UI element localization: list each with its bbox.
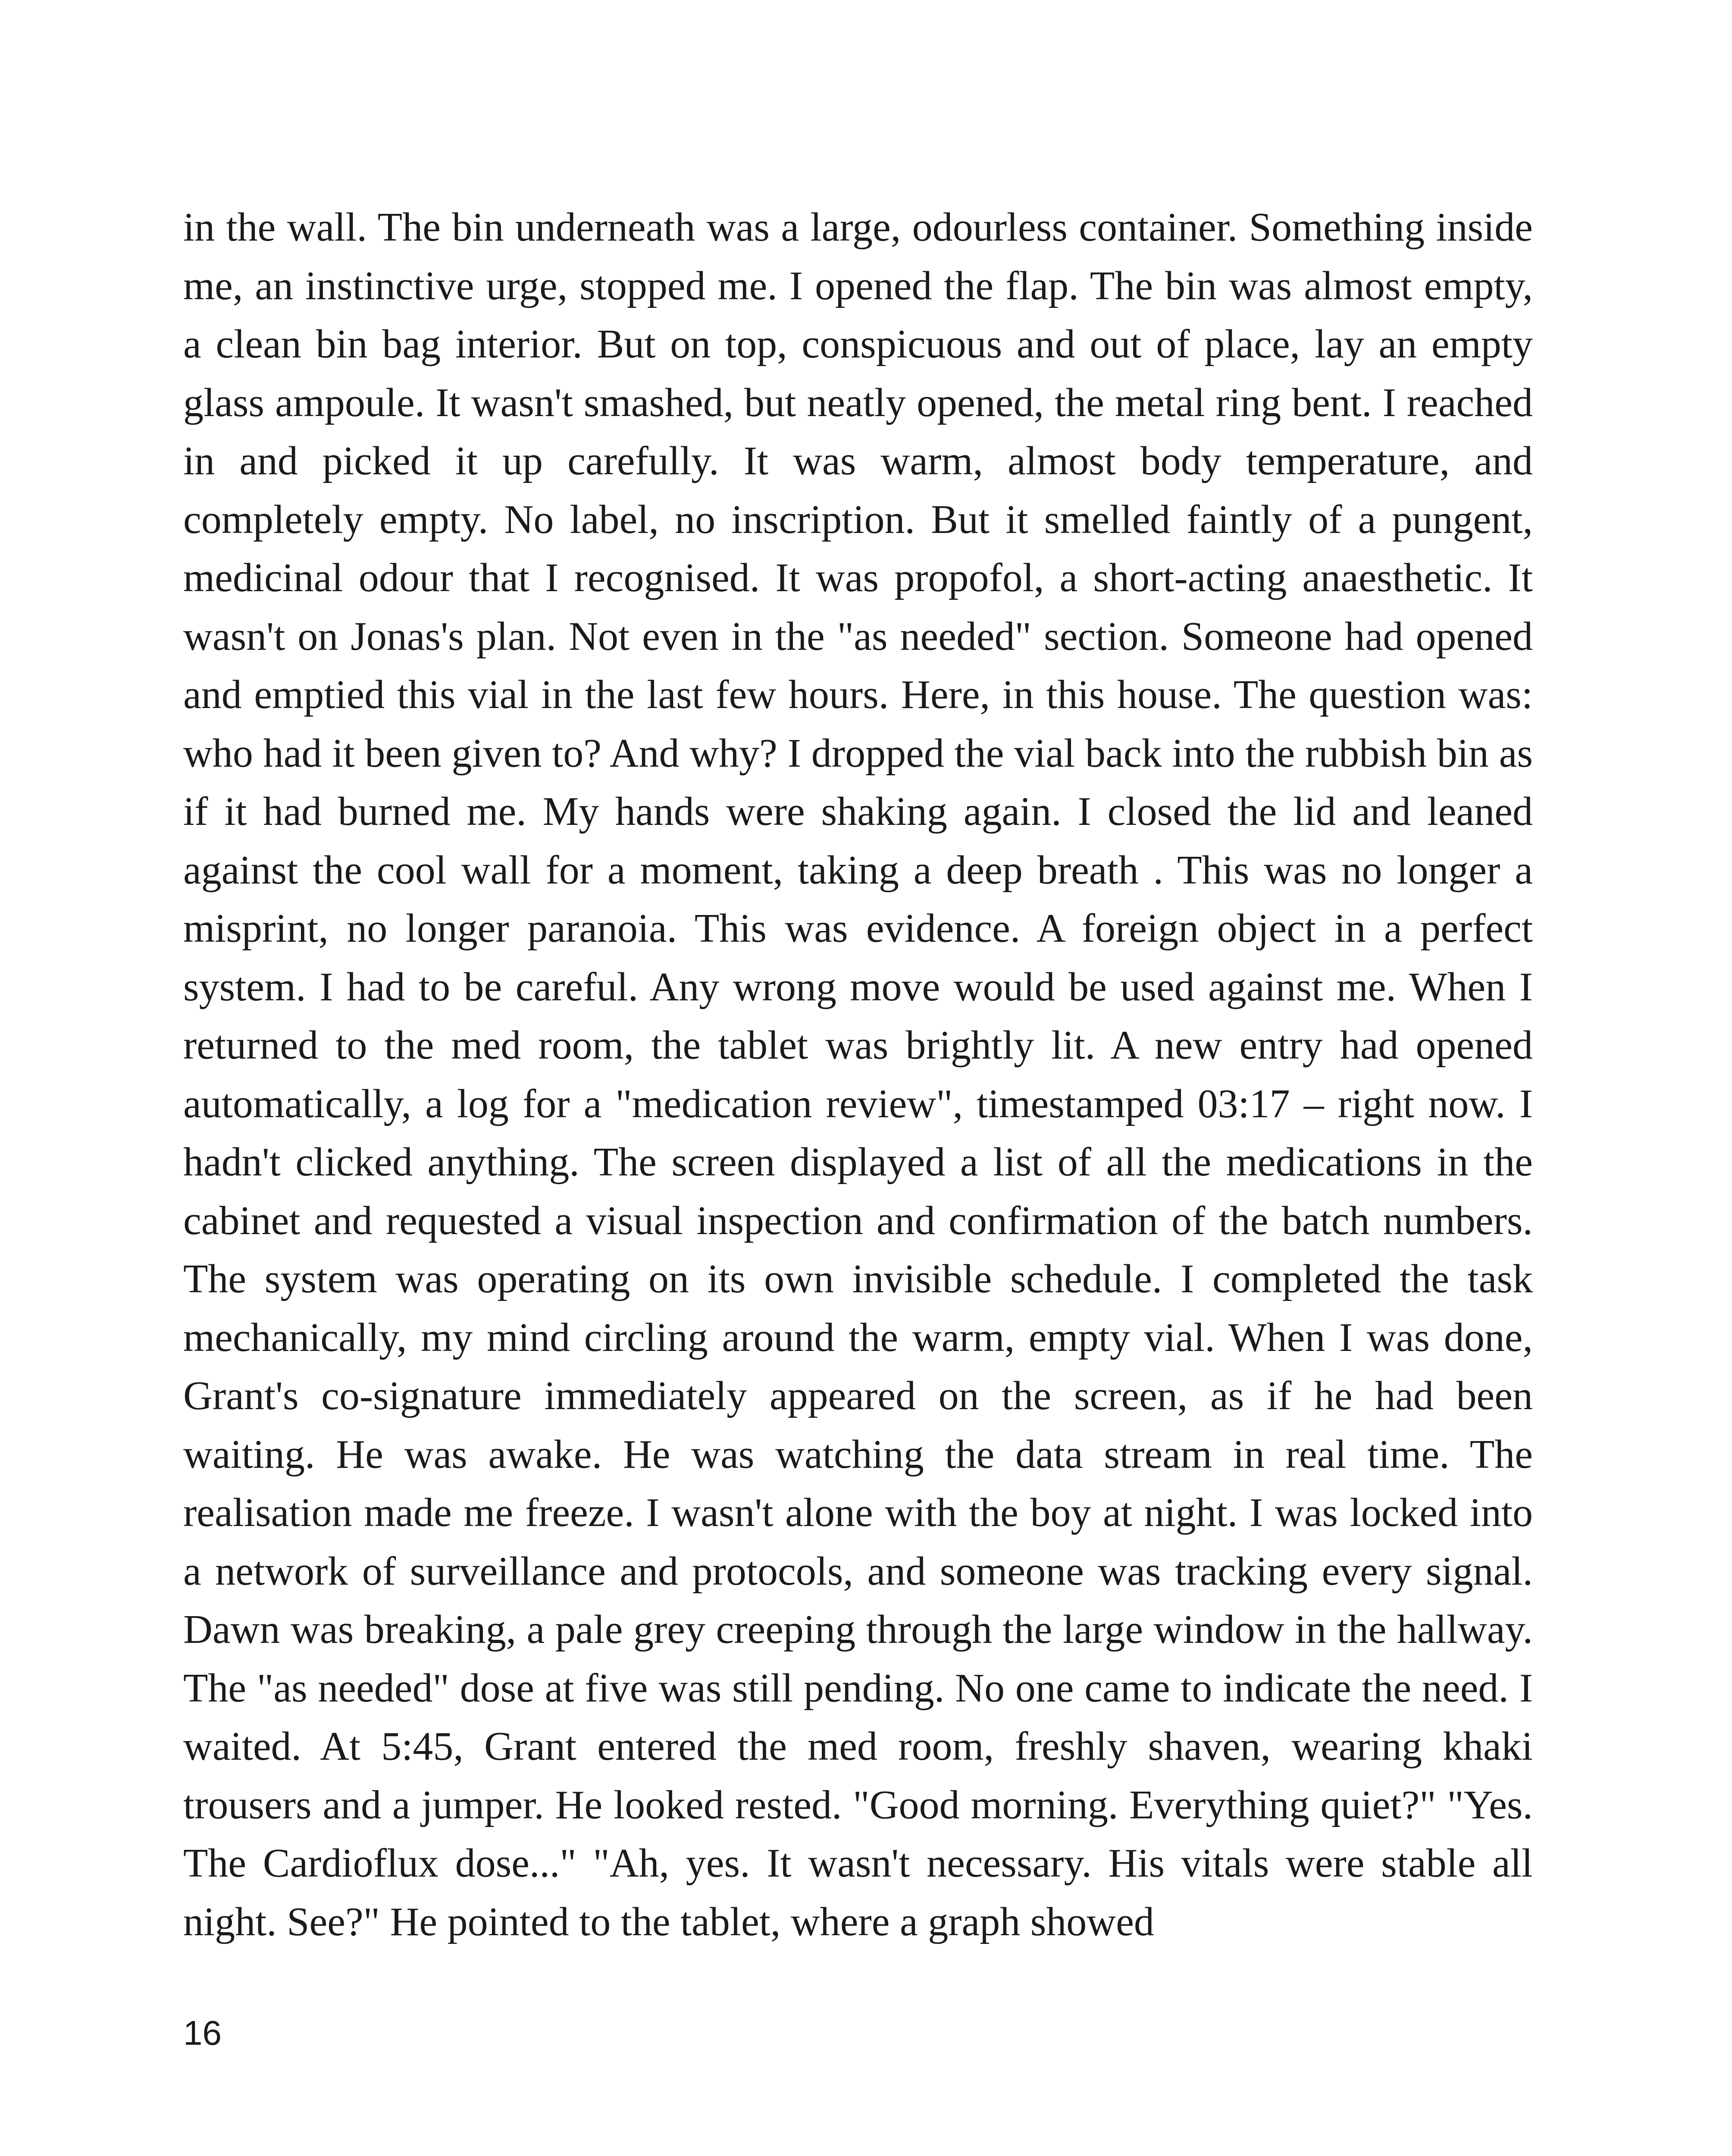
body-paragraph: in the wall. The bin underneath was a large, odourless container. Something inside me, an instinctive urge, stopped me. I opened the flap. The bin was almost empty, a clean bin bag interior. But on top, conspicuous and out of place, lay an empty glass ampoule. It wasn't smashed, but neatly opened, the metal ring bent. I reached in and picked it up carefully. It was warm, almost body temperature, and completely empty. No label, no inscription. But it smelled faintly of a pungent, medicinal odour that I recognised. It was propofol, a short-acting anaesthetic. It wasn't on Jonas's plan. Not even in the "as needed" section. Someone had opened and emptied this vial in the last few hours. Here, in this house. The question was: who had it been given to? And why? I dropped the vial back into the rubbish bin as if it had burned me. My hands were shaking again. I closed the lid and leaned against the cool wall for a moment, taking a deep breath . This was no longer a misprint, no longer paranoia. This was evidence. A foreign object in a perfect system. I had to be careful. Any wrong move would be used against me. When I returned to the med room, the tablet was brightly lit. A new entry had opened automatically, a log for a "medication review", timestamped 03:17 – right now. I hadn't clicked anything. The screen displayed a list of all the medications in the cabinet and requested a visual inspection and confirmation of the batch numbers. The system was operating on its own invisible schedule. I completed the task mechanically, my mind circling around the warm, empty vial. When I was done, Grant's co-signature immediately appeared on the screen, as if he had been waiting. He was awake. He was watching the data stream in real time. The realisation made me freeze. I wasn't alone with the boy at night. I was locked into a network of surveillance and protocols, and someone was tracking every signal. Dawn was breaking, a pale grey creeping through the large window in the hallway. The "as needed" dose at five was still pending. No one came to indicate the need. I waited. At 5:45, Grant entered the med room, freshly shaven, wearing khaki trousers and a jumper. He looked rested. "Good morning. Everything quiet?" "Yes. The Cardioflux dose..." "Ah, yes. It wasn't necessary. His vitals were stable all night. See?" He pointed to the tablet, where a graph showed — [183, 205, 1533, 1944]
page-number: 16 — [183, 2014, 222, 2052]
